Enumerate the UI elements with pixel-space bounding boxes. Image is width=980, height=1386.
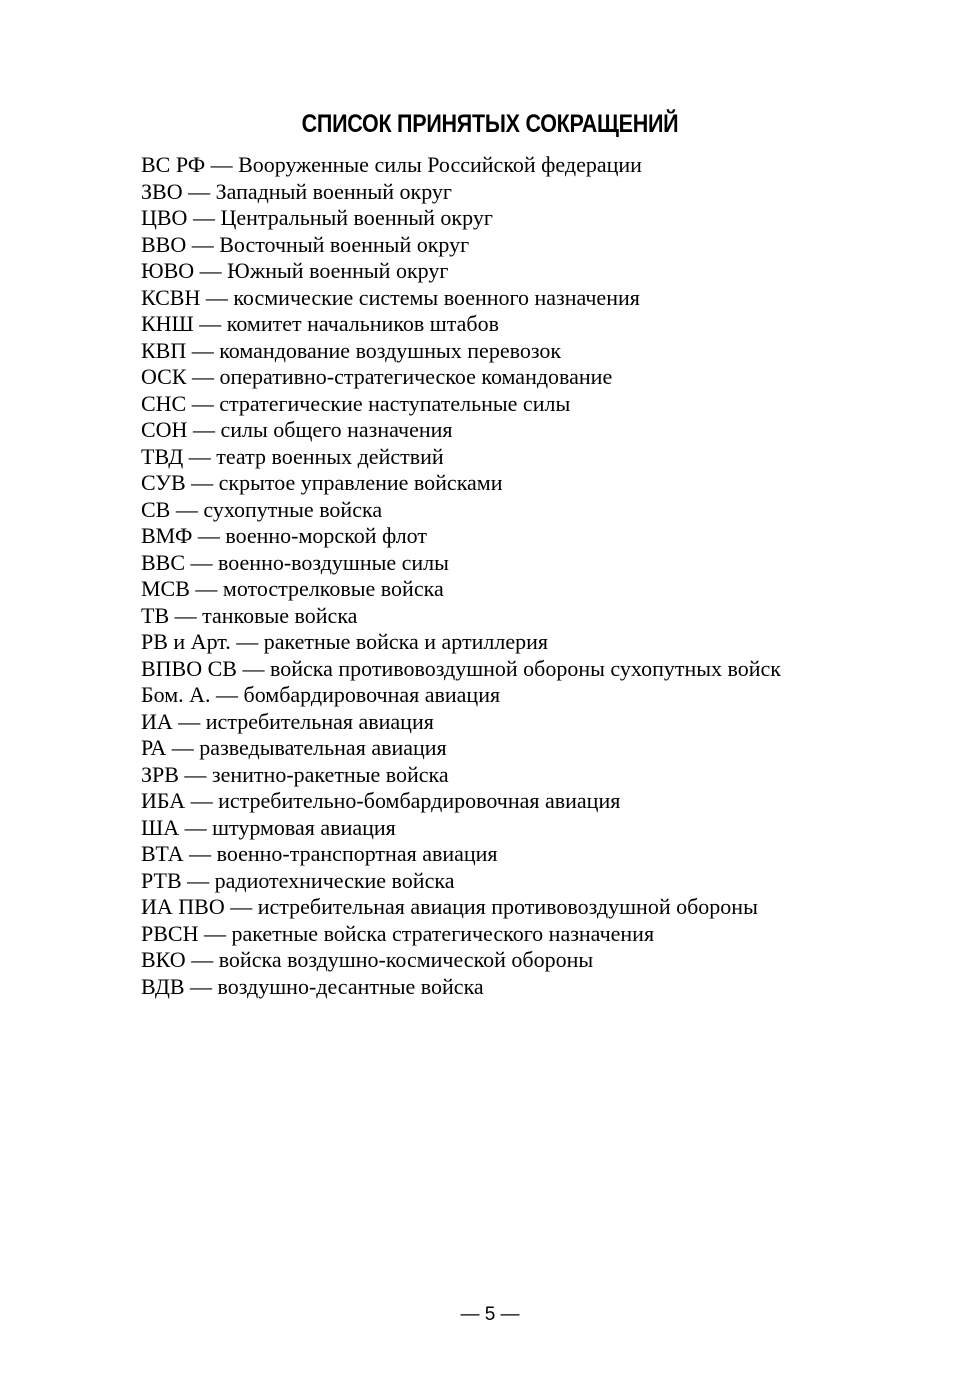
- abbreviation-entry: ША — штурмовая авиация: [141, 814, 396, 840]
- abbreviation-entry: ВТА — военно-транспортная авиация: [141, 841, 498, 866]
- abbreviation-entry: ИА ПВО — истребительная авиация противовоздушной обороны: [141, 894, 758, 919]
- abbreviation-entry: ТВД — театр военных действий: [141, 443, 444, 469]
- abbreviation-entry: ВС РФ — Вооруженные силы Российской федерации: [141, 152, 642, 177]
- abbreviation-entry: Бом. А. — бомбардировочная авиация: [141, 682, 501, 707]
- abbreviation-entry: ОСК — оперативно-стратегическое командование: [141, 364, 613, 389]
- abbreviation-entry: СНС — стратегические наступательные силы: [141, 390, 571, 416]
- abbreviation-entry: СВ — сухопутные войска: [141, 496, 383, 522]
- page-number: — 5 —: [460, 1304, 520, 1325]
- abbreviation-entry: МСВ — мотострелковые войска: [141, 576, 444, 601]
- abbreviation-entry: КНШ — комитет начальников штабов: [141, 311, 499, 336]
- abbreviation-entry: ИА — истребительная авиация: [141, 708, 434, 734]
- abbreviation-entry: ВПВО СВ — войска противовоздушной обороны сухопутных войск: [141, 655, 781, 681]
- abbreviation-entry: ВВО — Восточный военный округ: [141, 231, 470, 257]
- abbreviation-entry: РВ и Арт. — ракетные войска и артиллерия: [141, 629, 548, 654]
- abbreviation-entry: КСВН — космические системы военного назначения: [141, 284, 640, 310]
- abbreviation-entry: ВМФ — военно-морской флот: [141, 523, 428, 548]
- abbreviation-entry: РВСН — ракетные войска стратегического назначения: [141, 920, 655, 946]
- abbreviation-entry: ВДВ — воздушно-десантные войска: [141, 973, 484, 999]
- abbreviation-entry: ВКО — войска воздушно-космической обороны: [141, 947, 594, 972]
- abbreviation-entry: ЦВО — Центральный военный округ: [141, 205, 493, 230]
- abbreviation-entry: ИБА — истребительно-бомбардировочная авиация: [141, 788, 621, 813]
- abbreviation-entry: ТВ — танковые войска: [141, 602, 358, 628]
- abbreviation-entry: ЗВО — Западный военный округ: [141, 178, 452, 204]
- page-title: СПИСОК ПРИНЯТЫХ СОКРАЩЕНИЙ: [301, 109, 679, 138]
- abbreviation-entry: ЗРВ — зенитно-ракетные войска: [141, 761, 449, 787]
- abbreviation-entry: СОН — силы общего назначения: [141, 417, 453, 442]
- abbreviation-entry: КВП — командование воздушных перевозок: [141, 337, 562, 363]
- abbreviation-list: [141, 152, 781, 1000]
- abbreviation-entry: ЮВО — Южный военный округ: [141, 258, 449, 283]
- abbreviation-entry: ВВС — военно-воздушные силы: [141, 549, 449, 575]
- abbreviation-entry: РТВ — радиотехнические войска: [141, 867, 455, 893]
- abbreviation-entry: СУВ — скрытое управление войсками: [141, 470, 503, 495]
- abbreviation-entry: РА — разведывательная авиация: [141, 735, 447, 760]
